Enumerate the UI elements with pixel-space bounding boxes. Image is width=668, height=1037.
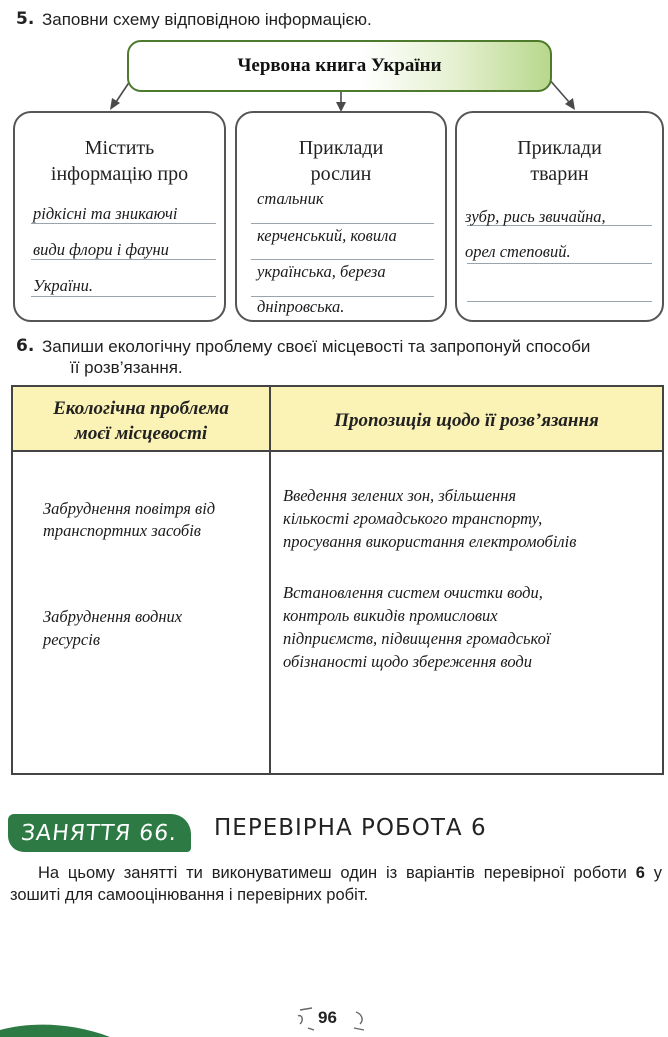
scheme-header-title: Червона книга України [237, 55, 442, 76]
problem-row-2-line-1: Забруднення водних [43, 607, 183, 626]
box-title-line-1: Приклади [517, 137, 602, 159]
answer-line: керченський, ковила [257, 226, 397, 245]
solution-row-1-line-2: кількості громадського транспорту, [283, 509, 543, 528]
lesson-text-bold: 6 [635, 864, 645, 882]
lesson-title: ПЕРЕВІРНА РОБОТА 6 [214, 815, 487, 841]
col1-header-line-2: моєї місцевості [74, 423, 208, 444]
answer-line: українська, береза [257, 262, 386, 281]
scheme-box-plants [235, 111, 447, 322]
arrowhead-left [110, 98, 120, 110]
box-title-line-1: Містить [84, 137, 155, 159]
solution-row-2-line-4: обізнаності щодо збереження води [283, 652, 532, 671]
box-title-line-2: рослин [310, 163, 372, 185]
lesson-badge-label: ЗАНЯТТЯ 66. [20, 820, 179, 846]
answer-line: види флори і фауни [33, 240, 169, 259]
solution-row-2-line-3: підприємств, підвищення громадської [283, 629, 551, 648]
col2-header: Пропозиція щодо її розв’язання [334, 410, 599, 431]
lesson-badge [8, 814, 191, 852]
task-6-instruction-line-1: Запиши екологічну проблему своєї місцевості та запропонуй способи [42, 337, 591, 356]
answer-line: орел степовий. [465, 242, 571, 261]
solution-row-2-line-2: контроль викидів промислових [283, 606, 498, 625]
answer-line: зубр, рись звичайна, [465, 207, 606, 226]
answer-line: України. [33, 276, 94, 295]
scheme-header [127, 40, 552, 92]
answer-line: рідкісні та зникаючі [33, 204, 178, 223]
solution-row-2-line-1: Встановлення систем очистки води, [283, 583, 543, 602]
solution-row-1-line-3: просування використання електромобілів [283, 532, 577, 551]
box-title-line-2: тварин [530, 163, 589, 185]
problem-row-1-line-2: транспортних засобів [43, 521, 201, 540]
page-number-area [294, 1004, 374, 1034]
scheme-box-animals [455, 111, 664, 322]
box-title-line-2: інформацію про [50, 163, 189, 185]
page-number: 96 [318, 1008, 337, 1027]
task-5-number: 5. [16, 9, 35, 29]
answer-line: стальник [257, 189, 324, 208]
solution-row-1-line-1: Введення зелених зон, збільшення [283, 486, 517, 505]
arrowhead-right [565, 98, 575, 110]
column-divider [269, 387, 271, 773]
answer-line: дніпровська. [257, 297, 345, 316]
eco-table [11, 385, 664, 775]
lesson-text-part-2: у зошиті для самооцінювання і перевірних робіт. [10, 864, 662, 904]
box-title-line-1: Приклади [298, 137, 384, 159]
problem-row-1-line-1: Забруднення повітря від [43, 499, 216, 518]
corner-decoration [0, 1020, 120, 1037]
problem-row-2-line-2: ресурсів [43, 630, 100, 649]
scheme-box-contains [13, 111, 226, 322]
lesson-description [10, 862, 662, 906]
task-6-instruction-line-2: її розв’язання. [70, 358, 183, 377]
col1-header-line-1: Екологічна проблема [53, 398, 229, 419]
task-6-number: 6. [16, 336, 35, 356]
task-5-instruction: Заповни схему відповідною інформацією. [42, 10, 372, 29]
lesson-text-part-1: На цьому занятті ти виконуватимеш один із варіантів перевірної роботи [38, 864, 636, 882]
